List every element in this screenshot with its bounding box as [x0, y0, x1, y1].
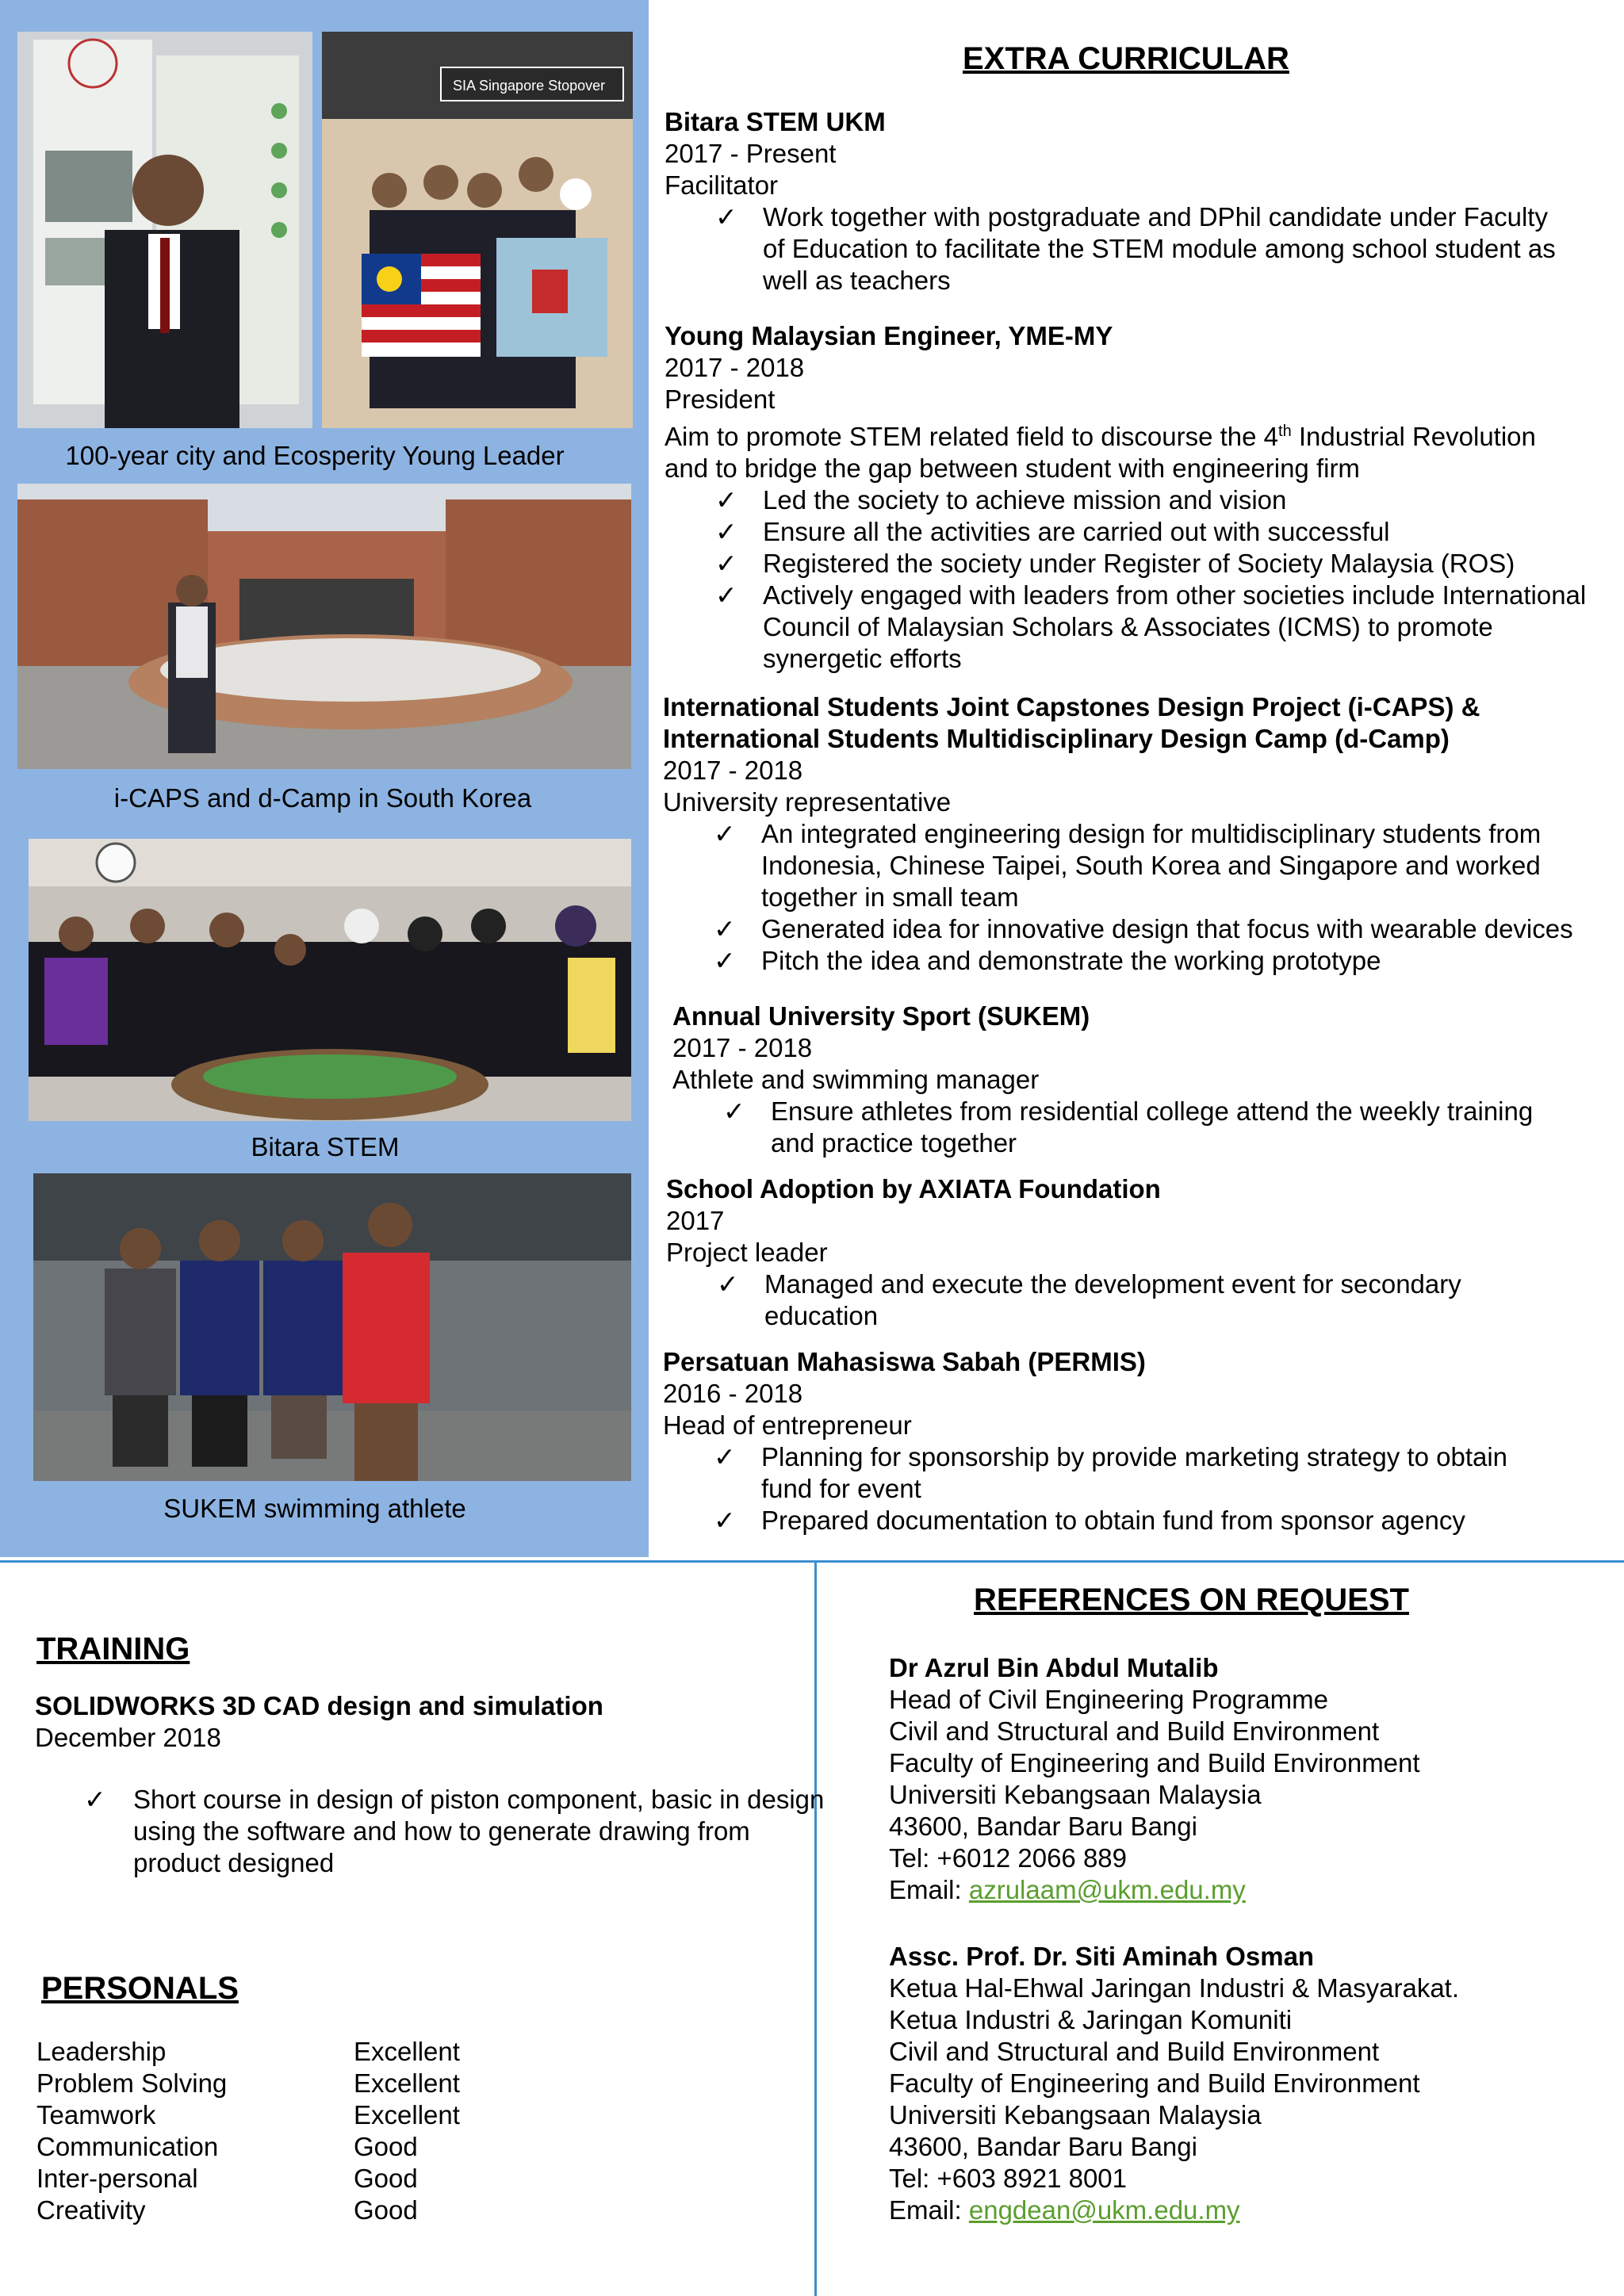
caption-ecosperity: 100-year city and Ecosperity Young Leader [65, 441, 565, 470]
entry-bullet: ✓ Ensure all the activities are carried out with successful [665, 516, 1588, 548]
entry-bullet: ✓ Generated idea for innovative design that focus with wearable devices [663, 913, 1618, 945]
skill-name: Problem Solving [36, 2068, 228, 2098]
photo-sukem-athletes [33, 1173, 631, 1481]
caption-icaps: i-CAPS and d-Camp in South Korea [113, 783, 532, 813]
reference-line: Universiti Kebangsaan Malaysia [889, 2100, 1262, 2130]
entry-bullet: ✓ Planning for sponsorship by provide marketing strategy to obtain fund for event [663, 1441, 1554, 1505]
entry-role: Facilitator [665, 170, 779, 200]
reference-email-row [889, 2195, 1603, 2226]
skill-name: Communication [36, 2132, 219, 2161]
entry-desc-pre: Aim to promote STEM related field to discourse the 4 [665, 422, 1279, 451]
skill-name: Teamwork [36, 2100, 156, 2130]
entry-bullet: ✓ Led the society to achieve mission and vision [665, 484, 1588, 516]
check-icon: ✓ [84, 1785, 106, 1814]
training-bullet-row [35, 1784, 839, 1879]
stopover-sign-text: SIA Singapore Stopover [453, 78, 606, 94]
email-link[interactable]: azrulaam@ukm.edu.my [968, 1875, 1246, 1904]
skill-row [36, 2099, 750, 2131]
email-label: Email: [889, 2195, 969, 2225]
skill-row [36, 2131, 750, 2163]
skill-level: Excellent [354, 2037, 460, 2066]
reference-line: Ketua Hal-Ehwal Jaringan Industri & Masyarakat. [889, 1973, 1460, 2003]
caption-bitara: Bitara STEM [251, 1132, 400, 1161]
entry-bitara [665, 106, 1616, 297]
extra-curricular-heading: EXTRA CURRICULAR [963, 41, 1289, 76]
entry-axiata [666, 1173, 1610, 1332]
entry-role: President [665, 385, 776, 414]
entry-role: Athlete and swimming manager [672, 1065, 1040, 1094]
training-course: SOLIDWORKS 3D CAD design and simulation [35, 1691, 603, 1720]
reference-name: Assc. Prof. Dr. Siti Aminah Osman [889, 1942, 1315, 1971]
photo-group-flags [322, 32, 633, 428]
entry-period: 2016 - 2018 [663, 1379, 803, 1408]
entry-bullet: ✓ Ensure athletes from residential college attend the weekly training and practice together [672, 1096, 1564, 1159]
entry-period: 2017 - 2018 [663, 756, 803, 785]
skill-level: Good [354, 2195, 418, 2225]
photo-poster-presentation [17, 32, 312, 428]
entry-bullet: ✓ Pitch the idea and demonstrate the working prototype [663, 945, 1618, 977]
reference-line: 43600, Bandar Baru Bangi [889, 2132, 1197, 2161]
skill-name: Inter-personal [36, 2164, 198, 2193]
entry-period: 2017 - 2018 [665, 353, 805, 382]
skill-level: Good [354, 2164, 418, 2193]
skill-row [36, 2068, 750, 2099]
personals-heading: PERSONALS [41, 1971, 239, 2006]
entry-bullet: ✓ Work together with postgraduate and DPhil candidate under Faculty of Education to facilitate the STEM module among school student as well as teachers [665, 201, 1556, 297]
skill-level: Good [354, 2132, 418, 2161]
entry-title: International Students Joint Capstones Design Project (i-CAPS) & International Students Multidisciplinary Design Camp (d-Camp) [663, 692, 1480, 753]
entry-bullet: ✓ Managed and execute the development event for secondary education [666, 1269, 1526, 1332]
skill-level: Excellent [354, 2100, 460, 2130]
horizontal-divider [0, 1560, 1624, 1563]
entry-title: Persatuan Mahasiswa Sabah (PERMIS) [663, 1347, 1146, 1376]
skill-row [36, 2036, 750, 2068]
training-date: December 2018 [35, 1723, 221, 1752]
entry-bullet: ✓ Registered the society under Register of Society Malaysia (ROS) [665, 548, 1588, 580]
photo-bitara-group [29, 839, 631, 1121]
entry-description [665, 415, 1584, 484]
skill-level: Excellent [354, 2068, 460, 2098]
photo-korea-campus [17, 484, 631, 769]
reference-line: Universiti Kebangsaan Malaysia [889, 1780, 1262, 1809]
training-bullet: Short course in design of piston component, basic in design using the software and how to generate drawing from product designed [133, 1785, 825, 1877]
reference-line: Civil and Structural and Build Environment [889, 1716, 1380, 1746]
reference-line: Faculty of Engineering and Build Environment [889, 1748, 1420, 1777]
reference-line: Civil and Structural and Build Environment [889, 2037, 1380, 2066]
entry-role: Head of entrepreneur [663, 1410, 912, 1440]
skill-name: Creativity [36, 2195, 146, 2225]
skill-row [36, 2163, 750, 2195]
reference-line: 43600, Bandar Baru Bangi [889, 1812, 1197, 1841]
entry-title: Young Malaysian Engineer, YME-MY [665, 321, 1113, 350]
entry-role: Project leader [666, 1238, 828, 1267]
reference-line: Head of Civil Engineering Programme [889, 1685, 1328, 1714]
reference-name: Dr Azrul Bin Abdul Mutalib [889, 1653, 1219, 1682]
training-block [35, 1690, 825, 1879]
entry-permis [663, 1346, 1607, 1536]
reference-line: Faculty of Engineering and Build Environment [889, 2068, 1420, 2098]
email-label: Email: [889, 1875, 969, 1904]
entry-period: 2017 [666, 1206, 725, 1235]
training-heading: TRAINING [36, 1632, 190, 1667]
caption-sukem: SUKEM swimming athlete [163, 1494, 466, 1523]
entry-role: University representative [663, 787, 952, 817]
skill-name: Leadership [36, 2037, 167, 2066]
vertical-divider [814, 1562, 817, 2296]
entry-desc-post: Industrial Revolution and to bridge the gap between student with engineering firm [665, 422, 1536, 483]
entry-title: School Adoption by AXIATA Foundation [666, 1174, 1161, 1203]
entry-bullet: ✓ Actively engaged with leaders from other societies include International Council of Malaysian Scholars & Associates (ICMS) to promote synergetic efforts [665, 580, 1588, 675]
reference-line: Tel: +6012 2066 889 [889, 1843, 1128, 1873]
entry-yme [665, 320, 1616, 675]
entry-icaps [663, 691, 1614, 977]
reference-siti [889, 1941, 1603, 2226]
entry-period: 2017 - Present [665, 139, 837, 168]
reference-line: Ketua Industri & Jaringan Komuniti [889, 2005, 1293, 2034]
entry-title: Annual University Sport (SUKEM) [672, 1001, 1090, 1031]
reference-azrul [889, 1652, 1603, 1906]
entry-sukem [672, 1001, 1616, 1159]
reference-line: Tel: +603 8921 8001 [889, 2164, 1128, 2193]
references-heading: REFERENCES ON REQUEST [974, 1582, 1409, 1617]
entry-bullet: ✓ An integrated engineering design for multidisciplinary students from Indonesia, Chinese Taipei, South Korea and Singapore and worked together in small team [663, 818, 1570, 913]
email-link[interactable]: engdean@ukm.edu.my [968, 2195, 1240, 2225]
entry-title: Bitara STEM UKM [665, 107, 886, 136]
skill-row [36, 2195, 750, 2226]
entry-bullet: ✓ Prepared documentation to obtain fund from sponsor agency [663, 1505, 1586, 1536]
reference-email-row [889, 1874, 1603, 1906]
personals-list [36, 2036, 750, 2226]
entry-desc-sup: th [1278, 423, 1292, 440]
entry-period: 2017 - 2018 [672, 1033, 813, 1062]
